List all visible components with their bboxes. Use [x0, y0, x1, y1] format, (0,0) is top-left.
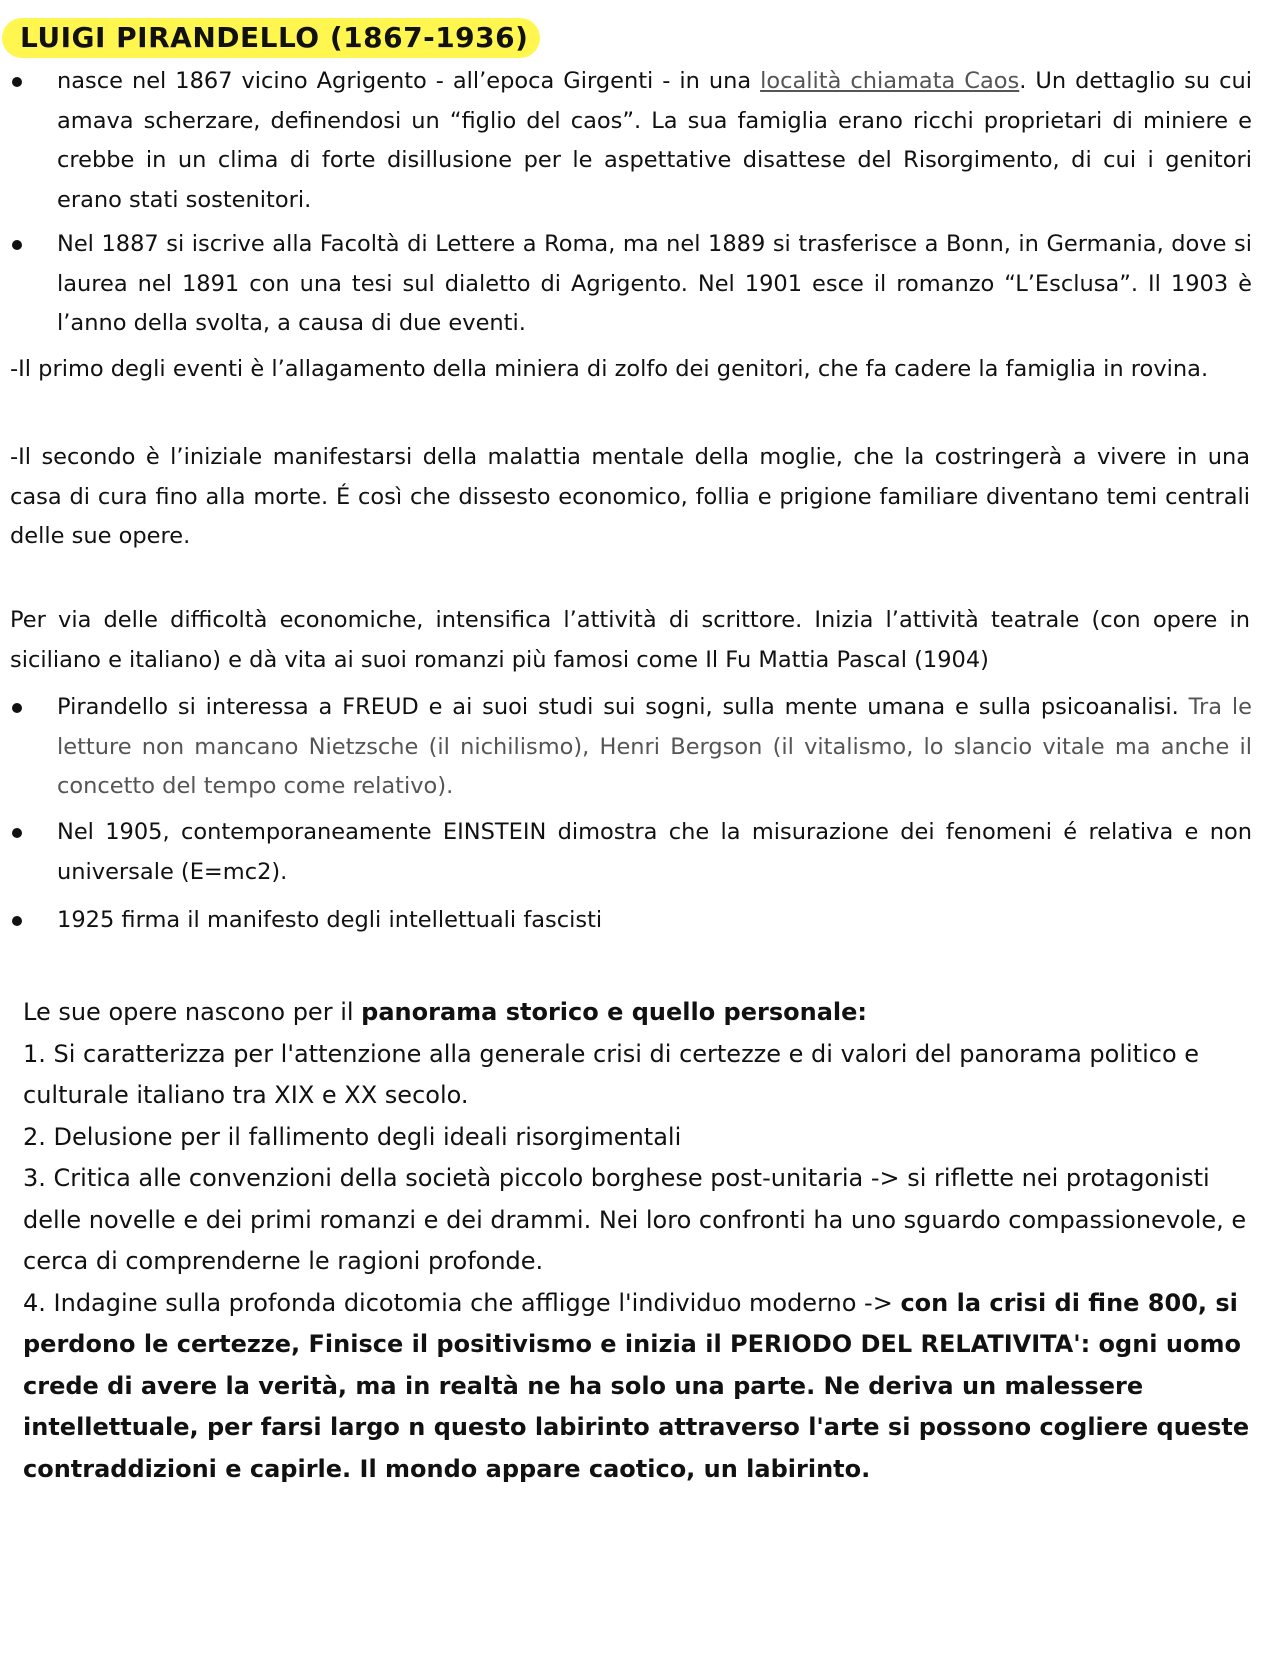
- bullet-education-text: Nel 1887 si iscrive alla Facoltà di Lettere a Roma, ma nel 1889 si trasferisce a Bonn, in Germania, dove si laurea nel 1891 con una tesi sul dialetto di Agrigento. Nel 1901 esce il romanzo “L’Esclusa”. Il 1903 è l’anno della svolta, a causa di due eventi.: [57, 231, 1252, 336]
- bullet-freud: [57, 688, 1252, 807]
- bullet-dot-icon: [12, 77, 22, 87]
- bullet-dot-icon: [12, 240, 22, 250]
- bullet-birth-text-pre: nasce nel 1867 vicino Agrigento - all’epoca Girgenti - in una: [57, 68, 761, 94]
- page-title: LUIGI PIRANDELLO (1867-1936): [2, 18, 540, 58]
- works-item-1: 1. Si caratterizza per l'attenzione alla generale crisi di certezze e di valori del panorama politico e culturale italiano tra XIX e XX secolo.: [23, 1039, 1200, 1109]
- bullet-dot-icon: [12, 916, 22, 926]
- works-item-4-bold: con la crisi di fine 800, si perdono le certezze, Finisce il positivismo e inizia il PERIODO DEL RELATIVITA': ogni uomo crede di avere la verità, ma in realtà ne ha solo una parte. Ne deriva un malessere intellettuale, per farsi largo n questo labirinto attraverso l'arte si possono cogliere queste contraddizioni e capirle. Il mondo appare caotico, un labirinto.: [23, 1288, 1250, 1483]
- paragraph-economic-difficulties: Per via delle difficoltà economiche, intensifica l’attività di scrittore. Inizia l’attività teatrale (con opere in siciliano e italiano) e dà vita ai suoi romanzi più famosi come Il Fu Mattia Pascal (1904): [10, 607, 1250, 673]
- caos-link[interactable]: località chiamata Caos: [760, 68, 1020, 94]
- bullet-einstein: [57, 813, 1252, 892]
- works-item-3: 3. Critica alle convenzioni della società piccolo borghese post-unitaria -> si riflette nei protagonisti delle novelle e dei primi romanzi e dei drammi. Nei loro confronti ha uno sguardo compassionevole, e cerca di comprenderne le ragioni profonde.: [23, 1164, 1247, 1275]
- bullet-freud-text: Pirandello si interessa a FREUD e ai suoi studi sui sogni, sulla mente umana e sulla psicoanalisi.: [57, 694, 1179, 720]
- works-intro-text: Le sue opere nascono per il: [23, 998, 362, 1026]
- bullet-fascist-manifesto: [57, 901, 1252, 941]
- bullet-fascist-manifesto-text: 1925 firma il manifesto degli intellettuali fascisti: [57, 907, 603, 933]
- works-section: [23, 992, 1253, 1490]
- works-intro: [23, 992, 1253, 1034]
- bullet-birth-text-post: . Un dettaglio su cui amava scherzare, definendosi un “figlio del caos”. La sua famiglia erano ricchi proprietari di miniere e crebbe in un clima di forte disillusione per le aspettative disattese del Risorgimento, di cui i genitori erano stati sostenitori.: [57, 68, 1252, 213]
- works-item-2: 2. Delusione per il fallimento degli ideali risorgimentali: [23, 1122, 682, 1151]
- bullet-freud-readings: Tra le letture non mancano Nietzsche (il nichilismo), Henri Bergson (il vitalismo, lo slancio vitale ma anche il concetto del tempo come relativo).: [57, 694, 1253, 799]
- bullet-dot-icon: [12, 828, 22, 838]
- works-item-4: [23, 1283, 1253, 1491]
- works-item-4-text: 4. Indagine sulla profonda dicotomia che affligge l'individuo moderno ->: [23, 1288, 901, 1317]
- works-intro-bold: panorama storico e quello personale:: [361, 998, 867, 1026]
- bullet-einstein-text: Nel 1905, contemporaneamente EINSTEIN dimostra che la misurazione dei fenomeni é relativa e non universale (E=mc2).: [57, 819, 1252, 885]
- bullet-dot-icon: [12, 703, 22, 713]
- bullet-education: [57, 225, 1252, 344]
- bullet-birth: [57, 62, 1252, 220]
- paragraph-second-event: -Il secondo è l’iniziale manifestarsi della malattia mentale della moglie, che la costringerà a vivere in una casa di cura fino alla morte. É così che dissesto economico, follia e prigione familiare diventano temi centrali delle sue opere.: [10, 444, 1250, 549]
- paragraph-first-event: -Il primo degli eventi è l’allagamento della miniera di zolfo dei genitori, che fa cadere la famiglia in rovina.: [10, 356, 1209, 382]
